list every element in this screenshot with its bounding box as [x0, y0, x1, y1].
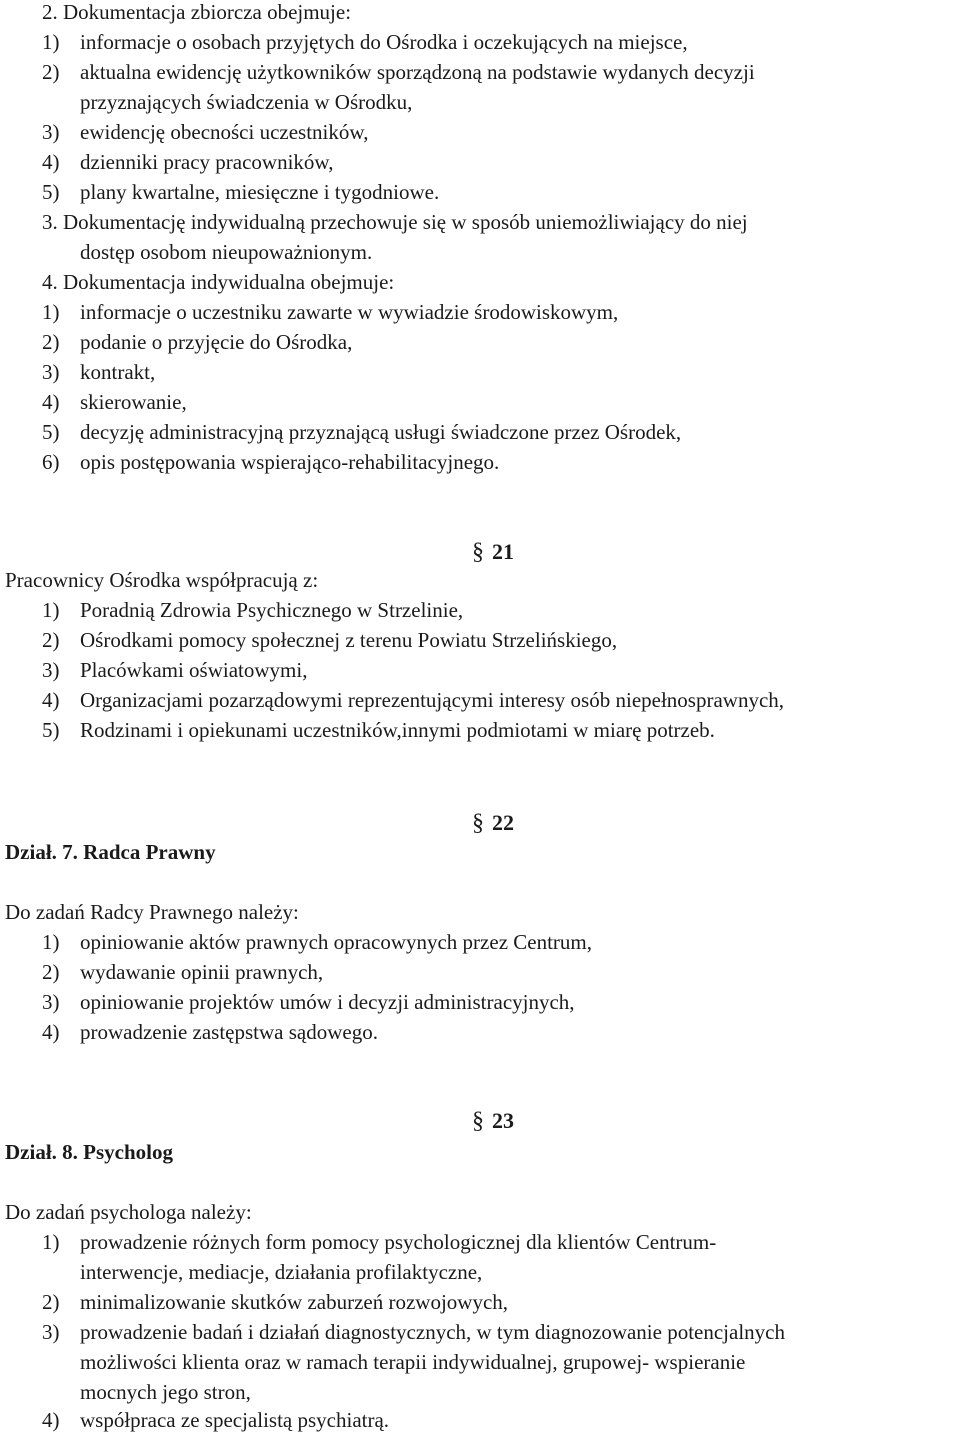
list-item-text: prowadzenie różnych form pomocy psychologicznej dla klientów Centrum- — [80, 1230, 717, 1254]
list-item — [42, 297, 618, 327]
list-item-number: 5) — [42, 180, 60, 204]
list-item — [42, 1017, 378, 1047]
list-item-text: skierowanie, — [80, 390, 187, 414]
list-item-text: Ośrodkami pomocy społecznej z terenu Powiatu Strzelińskiego, — [80, 628, 618, 652]
paragraph-23-number — [472, 1106, 514, 1136]
list-item-number: 3) — [42, 658, 60, 682]
list-item-number: 4) — [42, 150, 60, 174]
list-item-number: 6) — [42, 450, 60, 474]
list-item — [42, 1227, 716, 1257]
list-item-text: przyznających świadczenia w Ośrodku, — [80, 90, 413, 114]
list-item-text: ewidencję obecności uczestników, — [80, 120, 369, 144]
list-item-text: wydawanie opinii prawnych, — [80, 960, 324, 984]
list-item — [42, 1347, 745, 1377]
paragraph-22-intro: Do zadań Radcy Prawnego należy: — [5, 900, 299, 924]
list-item-number: 2) — [42, 628, 60, 652]
list-item-text: możliwości klienta oraz w ramach terapii indywidualnej, grupowej- wspieranie — [80, 1350, 746, 1374]
list-item-number: 2) — [42, 1290, 60, 1314]
list-item-number: 1) — [42, 930, 60, 954]
list-item-number: 2) — [42, 960, 60, 984]
list-item — [42, 57, 755, 87]
list-item-number: 5) — [42, 420, 60, 444]
list-item-text: podanie o przyjęcie do Ośrodka, — [80, 330, 353, 354]
list-item-text: współpraca ze specjalistą psychiatrą. — [80, 1408, 390, 1432]
paragraph-21-intro: Pracownicy Ośrodka współpracują z: — [5, 568, 319, 592]
list-item — [42, 27, 688, 57]
list-item-number: 4) — [42, 688, 60, 712]
list-item — [42, 1287, 508, 1317]
list-item-text: minimalizowanie skutków zaburzeń rozwojowych, — [80, 1290, 509, 1314]
list-item-number: 3) — [42, 990, 60, 1014]
section-3-line-2: dostęp osobom nieupoważnionym. — [80, 240, 373, 264]
list-item — [42, 147, 333, 177]
paragraph-21-number — [472, 537, 514, 567]
list-item — [42, 957, 323, 987]
paragraph-23-intro: Do zadań psychologa należy: — [5, 1200, 252, 1224]
list-item-number: 4) — [42, 1020, 60, 1044]
list-item — [42, 357, 155, 387]
section-4-heading: 4. Dokumentacja indywidualna obejmuje: — [42, 270, 395, 294]
paragraph-22-number — [472, 808, 514, 838]
list-item-number: 2) — [42, 330, 60, 354]
list-item-text: aktualna ewidencję użytkowników sporządzoną na podstawie wydanych decyzji — [80, 60, 755, 84]
paragraph-number: 21 — [492, 539, 514, 564]
dzial-7-heading: Dział. 7. Radca Prawny — [5, 840, 216, 864]
list-item-number: 3) — [42, 360, 60, 384]
list-item — [42, 927, 592, 957]
paragraph-symbol: § — [472, 1108, 484, 1134]
list-item-text: dzienniki pracy pracowników, — [80, 150, 334, 174]
list-item-text: prowadzenie badań i działań diagnostycznych, w tym diagnozowanie potencjalnych — [80, 1320, 785, 1344]
list-item — [42, 1377, 251, 1407]
list-item — [42, 715, 715, 745]
list-item-text: Rodzinami i opiekunami uczestników,innymi podmiotami w miarę potrzeb. — [80, 718, 715, 742]
list-item — [42, 177, 439, 207]
list-item — [42, 655, 307, 685]
list-item-text: plany kwartalne, miesięczne i tygodniowe. — [80, 180, 440, 204]
list-item-text: informacje o osobach przyjętych do Ośrodka i oczekujących na miejsce, — [80, 30, 688, 54]
list-item — [42, 1257, 482, 1287]
list-item-text: interwencje, mediacje, działania profilaktyczne, — [80, 1260, 483, 1284]
list-item — [42, 1317, 785, 1347]
paragraph-symbol: § — [472, 539, 484, 565]
list-item-text: mocnych jego stron, — [80, 1380, 251, 1404]
list-item — [42, 987, 575, 1017]
list-item — [42, 447, 499, 477]
list-item-number: 3) — [42, 120, 60, 144]
list-item-text: kontrakt, — [80, 360, 156, 384]
list-item — [42, 417, 681, 447]
section-2-heading: 2. Dokumentacja zbiorcza obejmuje: — [42, 0, 352, 24]
list-item — [42, 595, 463, 625]
list-item-number: 1) — [42, 1230, 60, 1254]
list-item-text: opis postępowania wspierająco-rehabilitacyjnego. — [80, 450, 500, 474]
list-item-number: 3) — [42, 1320, 60, 1344]
list-item-number: 1) — [42, 300, 60, 324]
list-item-number: 4) — [42, 1408, 60, 1432]
list-item-text: Poradnią Zdrowia Psychicznego w Strzelinie, — [80, 598, 464, 622]
list-item-text: opiniowanie projektów umów i decyzji administracyjnych, — [80, 990, 575, 1014]
list-item-number: 4) — [42, 390, 60, 414]
list-item — [42, 87, 412, 117]
list-item-number: 5) — [42, 718, 60, 742]
paragraph-symbol: § — [472, 810, 484, 836]
list-item-number: 1) — [42, 30, 60, 54]
dzial-8-heading: Dział. 8. Psycholog — [5, 1140, 173, 1164]
list-item — [42, 327, 352, 357]
list-item — [42, 685, 784, 715]
paragraph-number: 22 — [492, 810, 514, 835]
list-item — [42, 1405, 389, 1435]
list-item-text: Organizacjami pozarządowymi reprezentującymi interesy osób niepełnosprawnych, — [80, 688, 785, 712]
list-item-text: opiniowanie aktów prawnych opracowynych przez Centrum, — [80, 930, 592, 954]
list-item-text: Placówkami oświatowymi, — [80, 658, 308, 682]
list-item-text: prowadzenie zastępstwa sądowego. — [80, 1020, 378, 1044]
list-item-text: decyzję administracyjną przyznającą usługi świadczone przez Ośrodek, — [80, 420, 682, 444]
list-item-text: informacje o uczestniku zawarte w wywiadzie środowiskowym, — [80, 300, 619, 324]
list-item-number: 2) — [42, 60, 60, 84]
list-item — [42, 117, 368, 147]
list-item-number: 1) — [42, 598, 60, 622]
list-item — [42, 625, 617, 655]
section-3-line-1: 3. Dokumentację indywidualną przechowuje się w sposób uniemożliwiający do niej — [42, 210, 748, 234]
list-item — [42, 387, 187, 417]
paragraph-number: 23 — [492, 1108, 514, 1133]
